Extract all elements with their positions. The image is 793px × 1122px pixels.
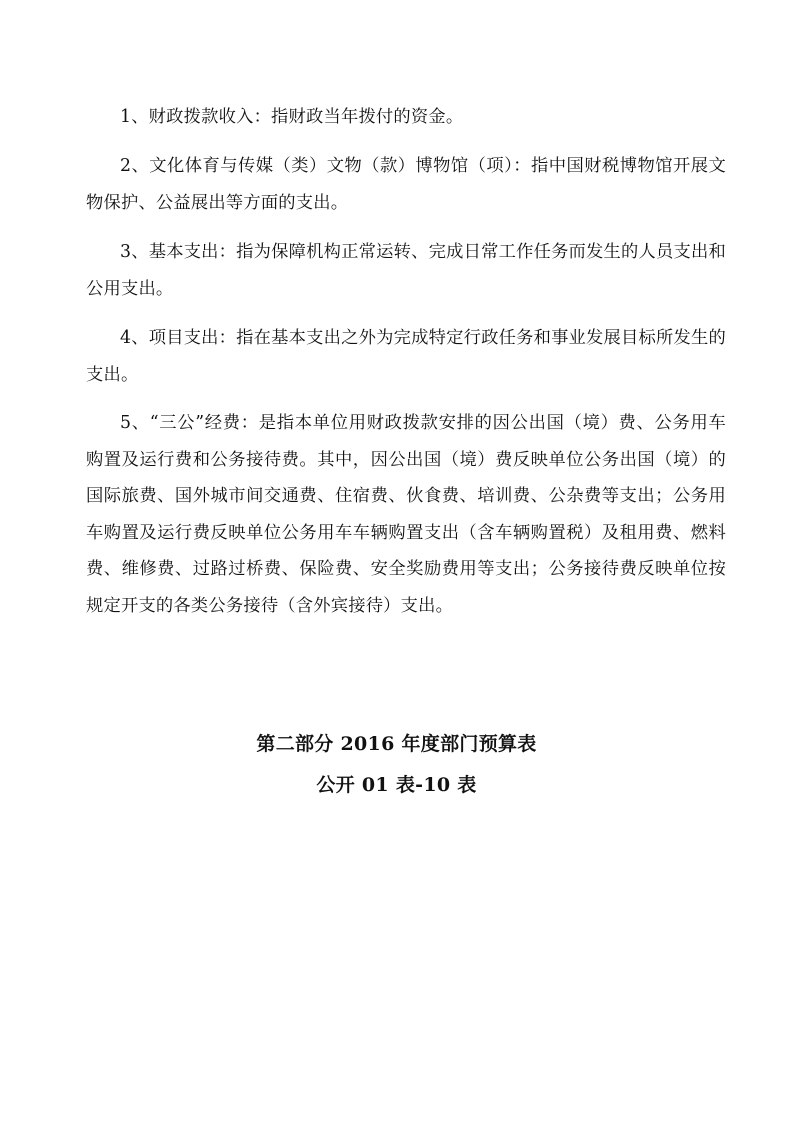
paragraph-basic-expenditure: 3、基本支出：指为保障机构正常运转、完成日常工作任务而发生的人员支出和公用支出。	[86, 242, 726, 299]
paragraph-culture-museum-expenditure: 2、文化体育与传媒（类）文物（款）博物馆（项）：指中国财税博物馆开展文物保护、公益展出等方面的支出。	[86, 156, 726, 213]
paragraph-project-expenditure: 4、项目支出：指在基本支出之外为完成特定行政任务和事业发展目标所发生的支出。	[86, 328, 726, 385]
section-subtitle: 公开 01 表-10 表	[316, 774, 477, 796]
section-title: 第二部分 2016 年度部门预算表	[256, 733, 537, 755]
paragraph-three-public-expenses: 5、“三公”经费：是指本单位用财政拨款安排的因公出国（境）费、公务用车购置及运行费和公务接待费。其中，因公出国（境）费反映单位公务出国（境）的国际旅费、国外城市间交通费、住宿费、伙食费、培训费、公杂费等支出；公务用车购置及运行费反映单位公务用车车辆购置支出（含车辆购置税）及租用费、燃料费、维修费、过路过桥费、保险费、安全奖励费用等支出；公务接待费反映单位按规定开支的各类公务接待（含外宾接待）支出。	[86, 413, 726, 616]
paragraph-financial-allocation-income: 1、财政拨款收入：指财政当年拨付的资金。	[120, 107, 464, 127]
